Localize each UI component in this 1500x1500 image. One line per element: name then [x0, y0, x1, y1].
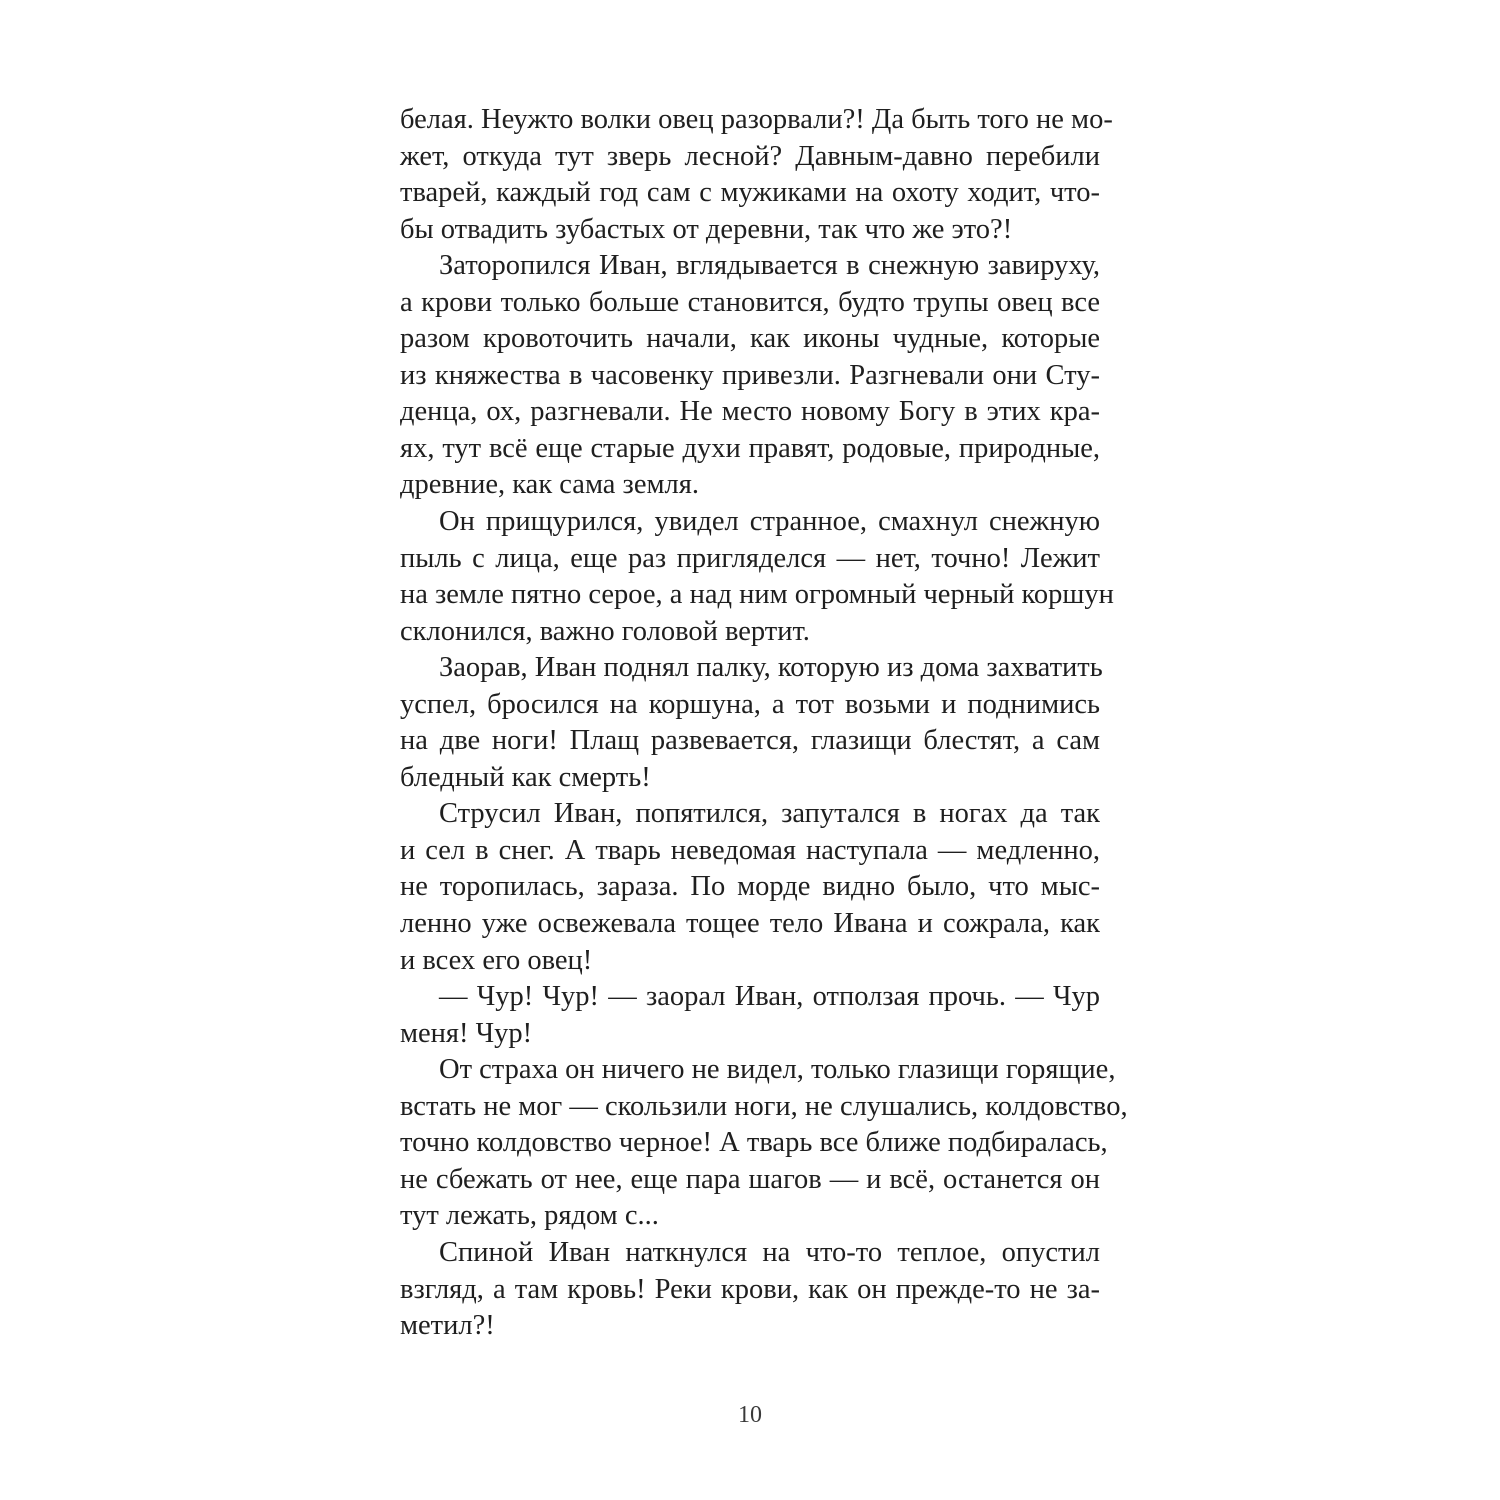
- text-line: Заторопился Иван, вглядывается в снежную завируху,: [439, 250, 1100, 282]
- text-line: денца, ох, разгневали. Не место новому Богу в этих кра-: [400, 396, 1100, 428]
- text-line: Спиной Иван наткнулся на что-то теплое, опустил: [439, 1236, 1100, 1268]
- text-line: От страха он ничего не видел, только глазищи горящие,: [439, 1054, 1116, 1086]
- text-line: Он прищурился, увидел странное, смахнул снежную: [439, 506, 1100, 538]
- text-line: и сел в снег. А тварь неведомая наступала — медленно,: [400, 834, 1100, 866]
- text-line: точно колдовство черное! А тварь все ближе подбиралась,: [400, 1127, 1108, 1159]
- text-line: тут лежать, рядом с...: [400, 1200, 659, 1232]
- text-line: из княжества в часовенку привезли. Разгневали они Сту-: [400, 359, 1100, 391]
- text-line: на земле пятно серое, а над ним огромный черный коршун: [400, 579, 1114, 611]
- text-line: тварей, каждый год сам с мужиками на охоту ходит, что-: [400, 177, 1100, 209]
- text-line: бы отвадить зубастых от деревни, так что же это?!: [400, 213, 1013, 245]
- text-line: древние, как сама земля.: [400, 469, 699, 501]
- text-line: метил?!: [400, 1310, 495, 1342]
- text-line: на две ноги! Плащ развевается, глазищи блестят, а сам: [400, 725, 1100, 757]
- body-text: [400, 102, 1128, 1345]
- text-line: встать не мог — скользили ноги, не слушались, колдовство,: [400, 1090, 1128, 1122]
- text-line: а крови только больше становится, будто трупы овец все: [400, 286, 1100, 318]
- text-line: ях, тут всё еще старые духи правят, родовые, природные,: [400, 432, 1100, 464]
- text-line: жет, откуда тут зверь лесной? Давным-давно перебили: [400, 140, 1100, 172]
- text-line: — Чур! Чур! — заорал Иван, отползая прочь. — Чур: [439, 981, 1100, 1013]
- page-number: 10: [738, 1402, 762, 1428]
- text-line: белая. Неужто волки овец разорвали?! Да быть того не мо-: [400, 104, 1113, 135]
- text-line: не сбежать от нее, еще пара шагов — и всё, останется он: [400, 1163, 1100, 1195]
- text-line: ленно уже освежевала тощее тело Ивана и сожрала, как: [400, 908, 1100, 940]
- text-line: Струсил Иван, попятился, запутался в ногах да так: [439, 798, 1100, 830]
- text-line: не торопилась, зараза. По морде видно было, что мыс-: [400, 871, 1100, 903]
- text-line: разом кровоточить начали, как иконы чудные, которые: [400, 323, 1100, 355]
- text-line: пыль с лица, еще раз пригляделся — нет, точно! Лежит: [400, 542, 1100, 574]
- text-line: успел, бросился на коршуна, а тот возьми и поднимись: [400, 688, 1100, 720]
- text-line: Заорав, Иван поднял палку, которую из дома захватить: [439, 652, 1103, 684]
- text-line: меня! Чур!: [400, 1017, 533, 1049]
- text-line: и всех его овец!: [400, 944, 593, 976]
- text-line: бледный как смерть!: [400, 761, 651, 793]
- text-line: взгляд, а там кровь! Реки крови, как он прежде-то не за-: [400, 1273, 1100, 1305]
- text-line: склонился, важно головой вертит.: [400, 615, 810, 647]
